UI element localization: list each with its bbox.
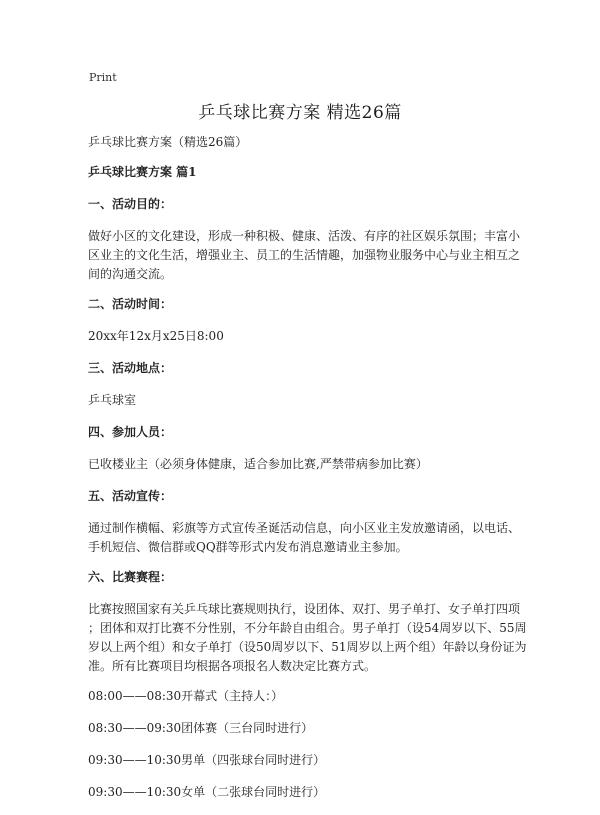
schedule-item: 08:30——09:30团体赛（三台同时进行） [88,721,314,735]
schedule-item: 09:30——10:30女单（二张球台同时进行） [88,785,326,799]
section-title: 乒乓球比赛方案 篇1 [88,165,197,179]
page-title: 乒乓球比赛方案 精选26篇 [198,103,402,123]
print-label: Print [89,71,117,84]
paragraph-line: 比赛按照国家有关乒乓球比赛规则执行，设团体、双打、男子单打、女子单打四项 [88,602,521,616]
heading-location: 三、活动地点： [88,361,173,375]
paragraph-purpose [88,227,520,284]
heading-schedule: 六、比赛赛程： [88,570,173,584]
paragraph-line: 通过制作横幅、彩旗等方式宣传圣诞活动信息，向小区业主发放邀请函，以电话、 [88,521,521,535]
heading-purpose: 一、活动目的： [88,197,173,211]
paragraph-line: ；团体和双打比赛不分性别，不分年龄自由组合。男子单打（设54周岁以下、55周 [88,621,527,635]
heading-promotion: 五、活动宣传： [88,489,173,503]
paragraph-line: 区业主的文化生活，增强业主、员工的生活情趣，加强物业服务中心与业主相互之 [88,248,521,262]
paragraph-line: 准。所有比赛项目均根据各项报名人数决定比赛方式。 [88,659,377,673]
paragraph-time: 20xx年12x月x25日8:00 [88,329,224,343]
schedule-item: 08:00——08:30开幕式（主持人：） [88,689,284,703]
paragraph-line: 手机短信、微信群或QQ群等形式内发布消息邀请业主参加。 [88,540,408,554]
paragraph-line: 做好小区的文化建设，形成一种积极、健康、活泼、有序的社区娱乐氛围；丰富小 [88,229,521,243]
document-body [88,133,527,815]
paragraph-line: 岁以上两个组）和女子单打（设50周岁以下、51周岁以上两个组）年龄以身份证为 [88,640,527,654]
paragraph-line: 间的沟通交流。 [88,267,173,281]
paragraph-rules [88,600,527,676]
heading-participants: 四、参加人员： [88,425,173,439]
paragraph-promotion [88,519,520,557]
schedule-item: 09:30——10:30男单（四张球台同时进行） [88,753,326,767]
heading-time: 二、活动时间： [88,297,173,311]
paragraph-location: 乒乓球室 [88,393,137,407]
document-subtitle: 乒乓球比赛方案（精选26篇） [88,135,248,149]
paragraph-participants: 已收楼业主（必须身体健康，适合参加比赛,严禁带病参加比赛） [88,457,428,471]
